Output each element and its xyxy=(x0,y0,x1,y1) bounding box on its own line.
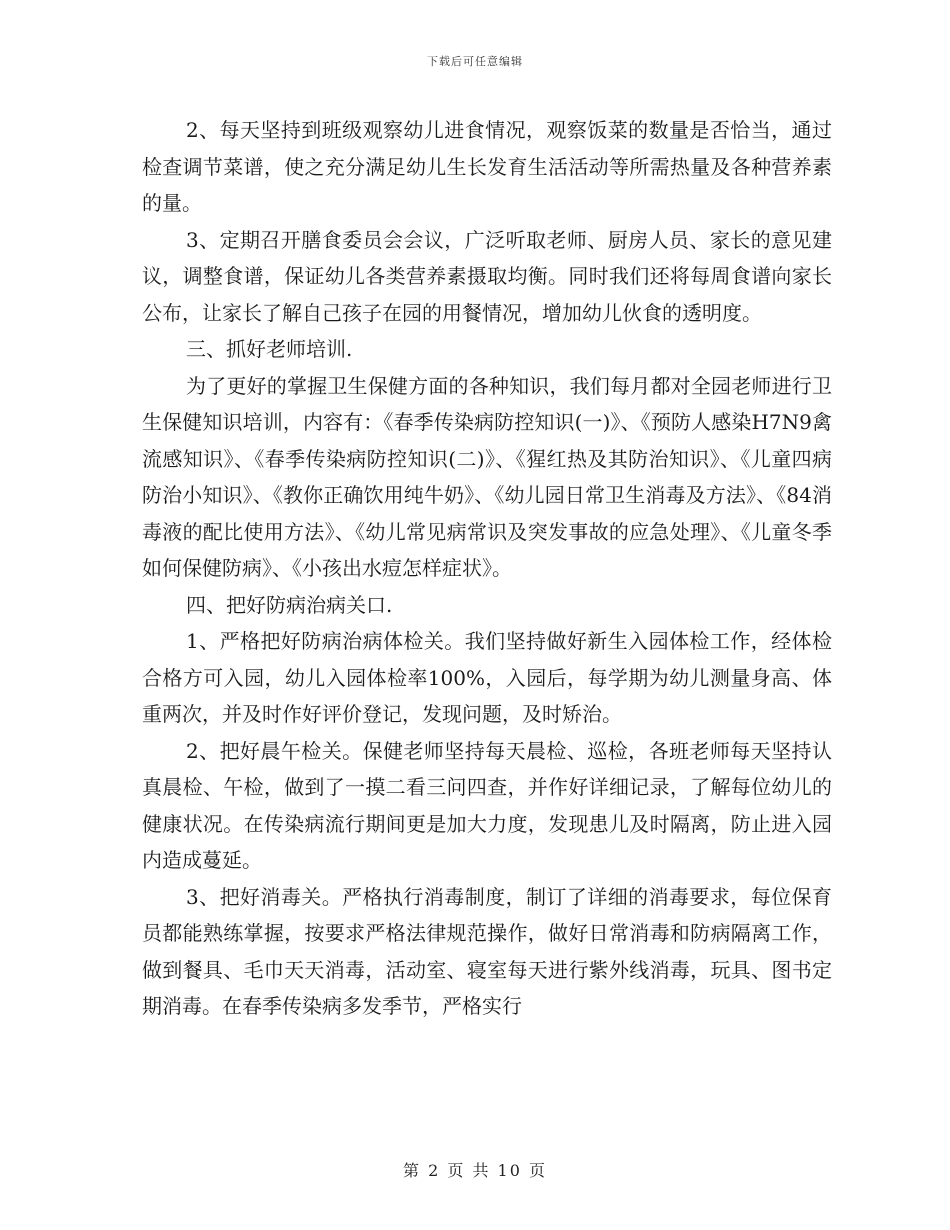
page-header: 下载后可任意编辑 xyxy=(427,55,523,68)
paragraph-1: 2、每天坚持到班级观察幼儿进食情况，观察饭菜的数量是否恰当，通过检查调节菜谱，使之充分满足幼儿生长发育生活活动等所需热量及各种营养素的量。 xyxy=(142,118,832,215)
document-body xyxy=(142,112,832,1025)
page-number-footer: 第 2 页 共 10 页 xyxy=(403,1161,547,1180)
section-heading-4: 四、把好防病治病关口. xyxy=(186,592,393,617)
paragraph-8: 3、把好消毒关。严格执行消毒制度，制订了详细的消毒要求，每位保育员都能熟练掌握，按要求严格法律规范操作，做好日常消毒和防病隔离工作，做到餐具、毛巾天天消毒，活动室、寝室每天进行紫外线消毒，玩具、图书定期消毒。在春季传染病多发季节，严格实行 xyxy=(142,884,832,1018)
paragraph-7: 2、把好晨午检关。保健老师坚持每天晨检、巡检，各班老师每天坚持认真晨检、午检，做到了一摸二看三问四查，并作好详细记录，了解每位幼儿的健康状况。在传染病流行期间更是加大力度，发现患儿及时隔离，防止进入园内造成蔓延。 xyxy=(142,738,832,872)
paragraph-6: 1、严格把好防病治病体检关。我们坚持做好新生入园体检工作，经体检合格方可入园，幼儿入园体检率100%，入园后，每学期为幼儿测量身高、体重两次，并及时作好评价登记，发现问题，及时矫治。 xyxy=(142,629,832,726)
paragraph-2: 3、定期召开膳食委员会会议，广泛听取老师、厨房人员、家长的意见建议，调整食谱，保证幼儿各类营养素摄取均衡。同时我们还将每周食谱向家长公布，让家长了解自己孩子在园的用餐情况，增加幼儿伙食的透明度。 xyxy=(142,227,832,325)
section-heading-3: 三、抓好老师培训. xyxy=(186,337,353,361)
paragraph-4: 为了更好的掌握卫生保健方面的各种知识，我们每月都对全园老师进行卫生保健知识培训，内容有：《春季传染病防控知识(一)》、《预防人感染H7N9禽流感知识》、《春季传染病防控知识(二)》、《猩红热及其防治知识》、《儿童四病防治小知识》、《教你正确饮用纯牛奶》、《幼儿园日常卫生消毒及方法》、《84消毒液的配比使用方法》、《幼儿常见病常识及突发事故的应急处理》、《儿童冬季如何保健防病》、《小孩出水痘怎样症状》。 xyxy=(142,373,832,580)
